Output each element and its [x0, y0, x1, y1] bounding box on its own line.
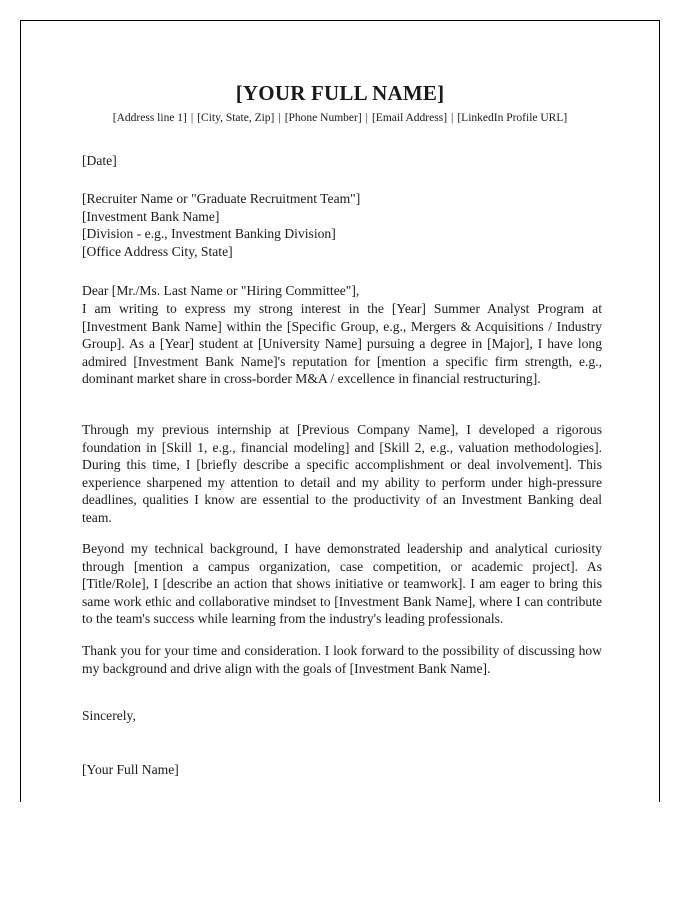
recipient-address: [Office Address City, State] [82, 243, 233, 259]
recipient-bank: [Investment Bank Name] [82, 208, 220, 224]
letter-page [20, 20, 660, 802]
recipient-block [82, 190, 602, 260]
signature-name: [Your Full Name] [82, 762, 179, 777]
contact-separator: | [365, 112, 368, 124]
closing: Sincerely, [82, 708, 136, 723]
contact-separator: | [451, 112, 454, 124]
letter-date: [Date] [82, 153, 117, 168]
contact-email: [Email Address] [371, 112, 448, 124]
contact-city-state-zip: [City, State, Zip] [197, 112, 275, 124]
recipient-name: [Recruiter Name or "Graduate Recruitment Team"] [82, 191, 361, 206]
body-paragraph-experience: Through my previous internship at [Previous Company Name], I developed a rigorous foundation in [Skill 1, e.g., financial modeling] and [Skill 2, e.g., valuation methodologies]. During this time, I [briefly describe a specific accomplishment or deal involvement]. This experience sharpened my attention to detail and my ability to perform under high-pressure deadlines, qualities I know are essential to the productivity of an Investment Banking deal team. [82, 422, 602, 525]
contact-separator: | [190, 112, 194, 124]
contact-phone: [Phone Number] [284, 112, 362, 124]
applicant-name: [YOUR FULL NAME] [235, 81, 445, 105]
contact-line [21, 112, 659, 124]
contact-address: [Address line 1] [112, 112, 187, 124]
body-paragraph-interest: I am writing to express my strong interest in the [Year] Summer Analyst Program at [Investment Bank Name] within the [Specific Group, e.g., Mergers & Acquisitions / Industry Group]. As a [Year] student at [University Name] pursuing a degree in [Major], I have long admired [Investment Bank Name]'s reputation for [mention a specific firm strength, e.g., dominant market share in cross-border M&A / excellence in financial restructuring]. [82, 301, 602, 386]
body-paragraph-leadership: Beyond my technical background, I have demonstrated leadership and analytical curiosity through [mention a campus organization, case competition, or academic project]. As [Title/Role], I [describe an action that shows initiative or teamwork]. I am eager to bring this same work ethic and collaborative mindset to [Investment Bank Name], where I can contribute to the team's success while learning from the industry's leading professionals. [82, 541, 602, 626]
salutation: Dear [Mr./Ms. Last Name or "Hiring Committee"], [82, 283, 360, 298]
contact-separator: | [278, 112, 281, 124]
body-paragraph-thanks: Thank you for your time and consideration. I look forward to the possibility of discussing how my background and drive align with the goals of [Investment Bank Name]. [82, 643, 602, 676]
recipient-division: [Division - e.g., Investment Banking Division] [82, 226, 336, 241]
contact-linkedin: [LinkedIn Profile URL] [457, 112, 568, 124]
